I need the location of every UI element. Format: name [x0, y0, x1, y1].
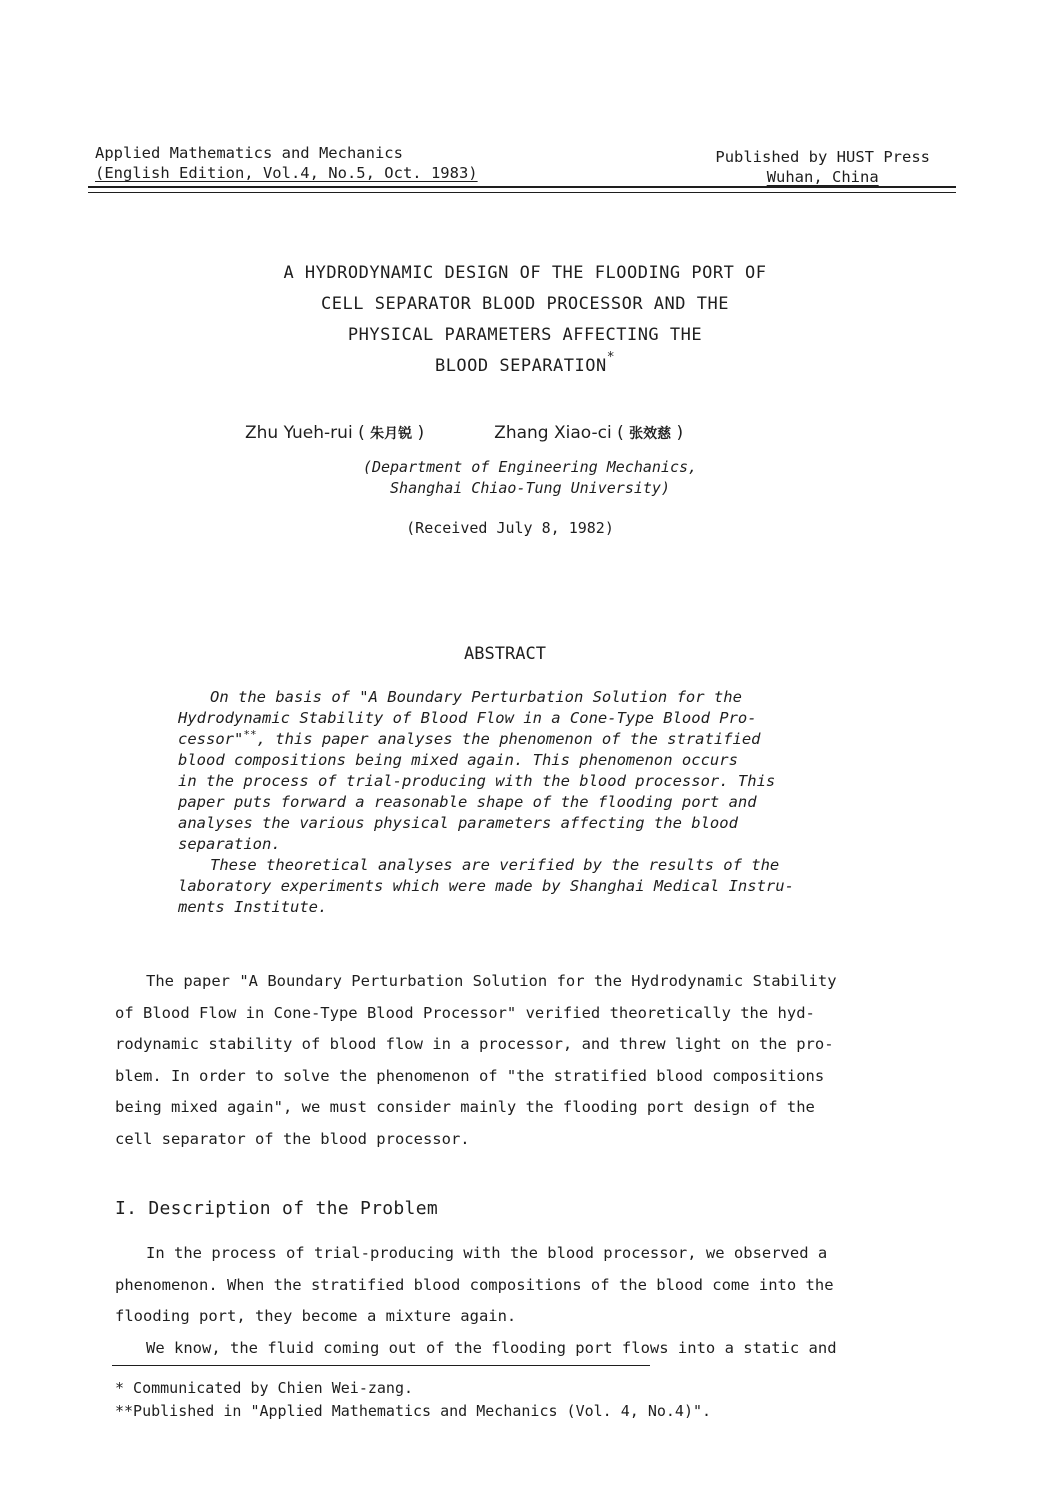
abstract-line: These theoretical analyses are verified by the results of the	[210, 856, 780, 874]
title-footnote-mark: *	[606, 350, 616, 365]
abstract-line: ments Institute.	[178, 898, 328, 916]
abstract-line: blood compositions being mixed again. This phenomenon occurs	[178, 751, 738, 769]
abstract-line: separation.	[178, 835, 281, 853]
title-line: A HYDRODYNAMIC DESIGN OF THE FLOODING PORT OF	[283, 263, 767, 283]
section-body	[115, 1238, 935, 1364]
body-line: blem. In order to solve the phenomenon of "the stratified blood compositions	[115, 1066, 825, 1085]
author-line: Zhu Yueh-rui ( 朱月锐 ) Zhang Xiao-ci ( 张效慈 )	[245, 423, 684, 443]
body-line: We know, the fluid coming out of the flooding port flows into a static and	[146, 1338, 837, 1357]
paper-title	[0, 258, 1050, 382]
footnotes	[115, 1377, 711, 1423]
affiliation	[0, 457, 1050, 499]
body-line: of Blood Flow in Cone-Type Blood Processor" verified theoretically the hyd-	[115, 1003, 815, 1022]
section-heading: I. Description of the Problem	[115, 1198, 438, 1219]
publisher-header	[715, 147, 930, 187]
body-line: The paper "A Boundary Perturbation Solution for the Hydrodynamic Stability	[146, 972, 837, 990]
header-rule-thick	[88, 186, 956, 188]
title-line: PHYSICAL PARAMETERS AFFECTING THE	[347, 325, 703, 345]
title-line-last	[0, 351, 1050, 382]
body-line: phenomenon. When the stratified blood compositions of the blood come into the	[115, 1275, 834, 1294]
header-rule-thin	[88, 192, 956, 193]
footnote: * Communicated by Chien Wei-zang.	[115, 1379, 414, 1397]
author-name: Zhang Xiao-ci	[494, 423, 612, 443]
abstract-line: in the process of trial-producing with the blood processor. This	[178, 772, 776, 790]
abstract-line: cessor"	[178, 730, 244, 748]
footnote: **Published in "Applied Mathematics and Mechanics (Vol. 4, No.4)".	[115, 1402, 712, 1420]
body-line: being mixed again", we must consider mainly the flooding port design of the	[115, 1098, 815, 1116]
title-line: BLOOD SEPARATION	[434, 356, 607, 376]
author-name: Zhu Yueh-rui	[245, 423, 353, 443]
publisher-name: Published by HUST Press	[715, 148, 930, 166]
abstract-line: On the basis of "A Boundary Perturbation Solution for the	[210, 688, 742, 706]
abstract-body	[178, 687, 868, 918]
journal-header	[95, 143, 478, 183]
affiliation-line: (Department of Engineering Mechanics,	[362, 458, 698, 476]
abstract-line: laboratory experiments which were made by Shanghai Medical Instru-	[178, 877, 794, 895]
body-line: flooding port, they become a mixture again.	[115, 1307, 517, 1325]
body-line: rodynamic stability of blood flow in a processor, and threw light on the pro-	[115, 1035, 834, 1053]
body-line: In the process of trial-producing with the blood processor, we observed a	[146, 1244, 828, 1262]
abstract-footnote-mark: **	[243, 728, 257, 741]
abstract-line-with-ref	[178, 729, 868, 750]
body-line: cell separator of the blood processor.	[115, 1129, 470, 1148]
intro-paragraph	[115, 966, 935, 1155]
publisher-location: Wuhan, China	[766, 168, 879, 186]
author-chinese-name: 张效慈	[629, 426, 672, 442]
abstract-line: analyses the various physical parameters affecting the blood	[178, 814, 738, 832]
journal-title: Applied Mathematics and Mechanics	[95, 144, 403, 162]
abstract-line: paper puts forward a reasonable shape of the flooding port and	[178, 793, 757, 811]
title-line: CELL SEPARATOR BLOOD PROCESSOR AND THE	[321, 294, 729, 314]
author-chinese-name: 朱月锐	[370, 426, 413, 442]
affiliation-line: Shanghai Chiao-Tung University)	[390, 479, 670, 497]
abstract-line: , this paper analyses the phenomenon of the stratified	[256, 730, 761, 748]
abstract-line: Hydrodynamic Stability of Blood Flow in a Cone-Type Blood Pro-	[178, 709, 757, 727]
received-date: (Received July 8, 1982)	[406, 519, 614, 537]
footnote-rule	[112, 1365, 650, 1366]
journal-edition: (English Edition, Vol.4, No.5, Oct. 1983)	[95, 164, 478, 182]
abstract-heading: ABSTRACT	[464, 644, 546, 664]
